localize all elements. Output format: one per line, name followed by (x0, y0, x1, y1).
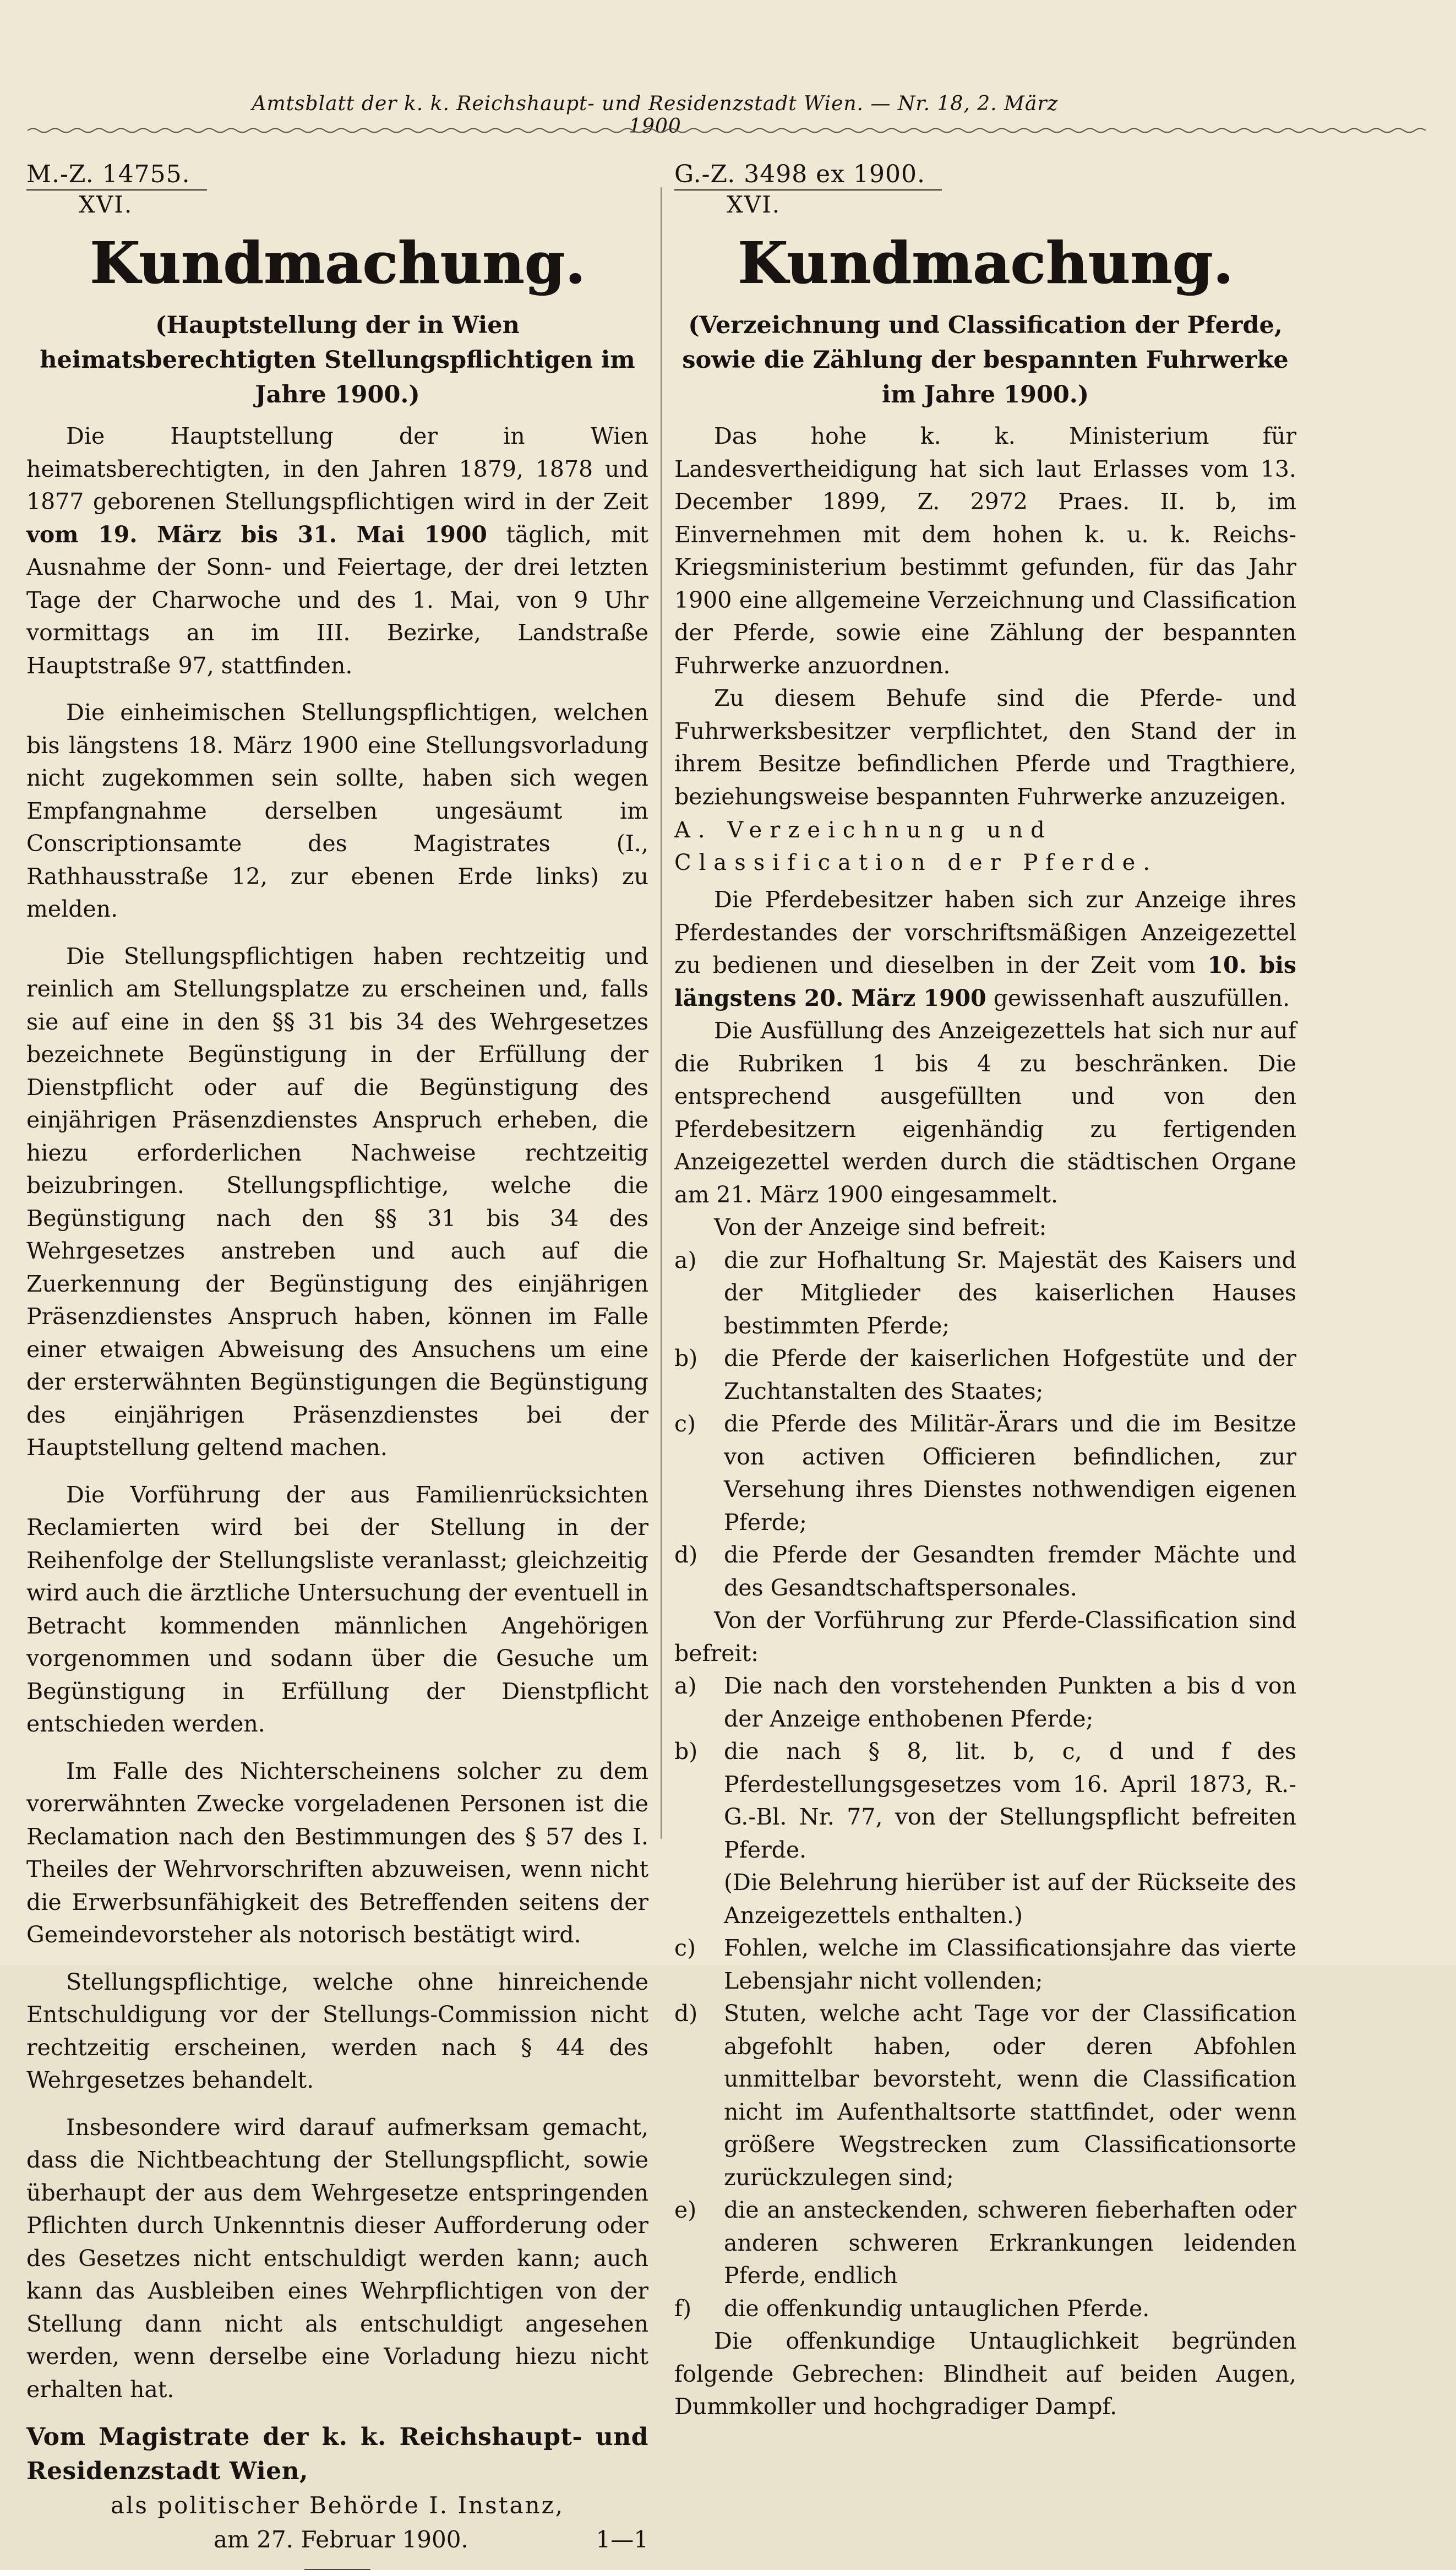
list-item: a) die zur Hofhaltung Sr. Majestät des Kaisers und der Mitglieder des kaiserlichen Hauses bestimmten Pferde; (674, 1246, 1296, 1339)
list-item: d) die Pferde der Gesandten fremder Mächte und des Gesandtschaftspersonales. (674, 1542, 1296, 1601)
left-paragraph-4: Die Vorführung der aus Familienrücksichten Reclamierten wird bei der Stellung in der Reihenfolge der Stellungsliste veranlasst; gleichzeitig wird auch die ärztliche Untersuchung der eventuell in Betracht kommenden männlichen Angehörigen vorgenommen und sodann über die Gesuche um Begünstigung in Erfüllung der Dienstpflicht entschieden werden. (26, 1481, 648, 1737)
right-classification-intro: Von der Vorführung zur Pferde-Classification sind befreit: (674, 1607, 1296, 1667)
left-paragraph-6: Stellungspflichtige, welche ohne hinreichende Entschuldigung vor der Stellungs-Commission nicht rechtzeitig erscheinen, werden nach § 44 des Wehrgesetzes behandelt. (26, 1968, 648, 2093)
column-divider (661, 187, 662, 1839)
right-section-number: XVI. (727, 191, 781, 218)
list-item: d) Stuten, welche acht Tage vor der Classification abgefohlt haben, oder deren Abfohlen unmittelbar bevorsteht, wenn die Classification nicht im Aufenthaltsorte stattfindet, oder wenn größere Wegstrecken zum Classificationsorte zurückzulegen sind; (674, 2000, 1296, 2191)
left-signature-authority: Vom Magistrate der k. k. Reichshaupt- und Residenzstadt Wien, (26, 2423, 648, 2485)
list-item-note: (Die Belehrung hierüber ist auf der Rückseite des Anzeigezettels enthalten.) (724, 1869, 1296, 1929)
left-signature-capacity: als politischer Behörde I. Instanz, (110, 2492, 565, 2519)
right-title: Kundmachung. (737, 229, 1234, 297)
list-item: b) die nach § 8, lit. b, c, d und f des Pferdestellungsgesetzes vom 16. April 1873, R.-G.-Bl. Nr. 77, von der Stellungspflicht befreiten Pferde. (674, 1738, 1296, 1863)
right-classification-list (674, 1670, 1296, 2325)
right-announcement (674, 160, 1296, 2424)
list-item: c) Fohlen, welche im Classificationsjahre das vierte Lebensjahr nicht vollenden; (674, 1935, 1296, 1994)
left-subtitle: (Hauptstellung der in Wien heimatsberechtigten Stellungspflichtigen im Jahre 1900.) (40, 312, 635, 409)
left-signature-line (26, 2523, 648, 2557)
left-paragraph-7: Insbesondere wird darauf aufmerksam gemacht, dass die Nichtbeachtung der Stellungspflicht, sowie überhaupt der aus dem Wehrgesetze entspringenden Pflichten durch Unkenntnis dieser Aufforderung oder des Gesetzes nicht entschuldigt werden kann; auch kann das Ausbleiben eines Wehrpflichtigen von der Stellung dann nicht als entschuldigt angesehen werden, wenn derselbe eine Vorladung hiezu nicht erhalten hat. (26, 2114, 648, 2403)
left-announcement (26, 160, 648, 2570)
right-exempt-list (674, 1244, 1296, 1605)
right-section-heading: A. Verzeichnung und Classification der Pferde. (674, 818, 1158, 875)
right-paragraph-3: Die Pferdebesitzer haben sich zur Anzeige ihres Pferdestandes der vorschriftsmäßigen Anzeigezettel zu bedienen und dieselben in der Zeit vom 10. bis längstens 20. März 1900 gewissenhaft auszufüllen. (674, 886, 1296, 1011)
right-paragraph-2: Zu diesem Behufe sind die Pferde- und Fuhrwerksbesitzer verpflichtet, den Stand der in ihrem Besitze befindlichen Pferde und Tragthiere, beziehungsweise bespannten Fuhrwerke anzuzeigen. (674, 685, 1296, 810)
running-head: Amtsblatt der k. k. Reichshaupt- und Residenzstadt Wien. — Nr. 18, 2. März 1900 (252, 92, 1059, 138)
right-subtitle: (Verzeichnung und Classification der Pferde, sowie die Zählung der bespannten Fuhrwerke im Jahre 1900.) (682, 312, 1289, 409)
list-item: f) die offenkundig untauglichen Pferde. (674, 2295, 1150, 2322)
list-item: b) die Pferde der kaiserlichen Hofgestüte und der Zuchtanstalten des Staates; (674, 1345, 1296, 1404)
left-date: am 27. Februar 1900. (214, 2526, 468, 2553)
left-paragraph-5: Im Falle des Nichterscheinens solcher zu dem vorerwähnten Zwecke vorgeladenen Personen ist die Reclamation nach den Bestimmungen des § 57 des I. Theiles der Wehrvorschriften abzuweisen, wenn nicht die Erwerbsunfähigkeit des Betreffenden seitens der Gemeindevorsteher als notorisch bestätigt wird. (26, 1757, 648, 1948)
right-paragraph-1: Das hohe k. k. Ministerium für Landesvertheidigung hat sich laut Erlasses vom 13. December 1899, Z. 2972 Praes. II. b, im Einvernehmen mit dem hohen k. u. k. Reichs-Kriegsministerium bestimmt gefunden, für das Jahr 1900 eine allgemeine Verzeichnung und Classification der Pferde, sowie eine Zählung der bespannten Fuhrwerke anzuordnen. (674, 423, 1296, 679)
left-paragraph-1: Die Hauptstellung der in Wien heimatsberechtigten, in den Jahren 1879, 1878 und 1877 geborenen Stellungspflichtigen wird in der Zeit vom 19. März bis 31. Mai 1900 täglich, mit Ausnahme der Sonn- und Feiertage, der drei letzten Tage der Charwoche und des 1. Mai, von 9 Uhr vormittags an im III. Bezirke, Landstraße Hauptstraße 97, stattfinden. (26, 423, 648, 679)
left-reference-number: M.-Z. 14755. (26, 160, 207, 190)
right-exempt-intro: Von der Anzeige sind befreit: (714, 1214, 1047, 1240)
list-item: c) die Pferde des Militär-Ärars und die im Besitze von activen Officieren befindlichen, zur Versehung ihres Dienstes nothwendigen eigenen Pferde; (674, 1411, 1296, 1536)
left-insertion-number: 1—1 (596, 2526, 648, 2553)
left-paragraph-2: Die einheimischen Stellungspflichtigen, welchen bis längstens 18. März 1900 eine Stellungsvorladung nicht zugekommen sein sollte, haben sich wegen Empfangnahme derselben ungesäumt im Conscriptionsamte des Magistrates (I., Rathhausstraße 12, zur ebenen Erde links) zu melden. (26, 699, 648, 922)
right-paragraph-last: Die offenkundige Untauglichkeit begründen folgende Gebrechen: Blindheit auf beiden Augen, Dummkoller und hochgradiger Dampf. (674, 2328, 1296, 2420)
right-paragraph-4: Die Ausfüllung des Anzeigezettels hat sich nur auf die Rubriken 1 bis 4 zu beschränken. Die entsprechend ausgefüllten und von den Pferdebesitzern eigenhändig zu fertigenden Anzeigezettel werden durch die städtischen Organe am 21. März 1900 eingesammelt. (674, 1017, 1296, 1208)
left-title: Kundmachung. (89, 229, 586, 297)
list-item: e) die an ansteckenden, schweren fieberhaften oder anderen schweren Erkrankungen leidenden Pferde, endlich (674, 2197, 1296, 2289)
left-section-number: XVI. (79, 191, 133, 218)
right-reference-number: G.-Z. 3498 ex 1900. (674, 160, 942, 190)
header-wavy-rule (28, 126, 1426, 135)
list-item: a) Die nach den vorstehenden Punkten a bis d von der Anzeige enthobenen Pferde; (674, 1673, 1296, 1732)
left-paragraph-3: Die Stellungspflichtigen haben rechtzeitig und reinlich am Stellungsplatze zu erscheinen und, falls sie auf eine in den §§ 31 bis 34 des Wehrgesetzes bezeichnete Begünstigung in der Erfüllung der Dienstpflicht oder auf die Begünstigung des einjährigen Präsenzdienstes Anspruch erheben, die hiezu erforderlichen Nachweise rechtzeitig beizubringen. Stellungspflichtige, welche die Begünstigung nach den §§ 31 bis 34 des Wehrgesetzes anstreben und auch auf die Zuerkennung der Begünstigung des einjährigen Präsenzdienstes Anspruch haben, können im Falle einer etwaigen Abweisung des Ansuchens um eine der ersterwähnten Begünstigungen die Begünstigung des einjährigen Präsenzdienstes bei der Hauptstellung geltend machen. (26, 943, 648, 1461)
